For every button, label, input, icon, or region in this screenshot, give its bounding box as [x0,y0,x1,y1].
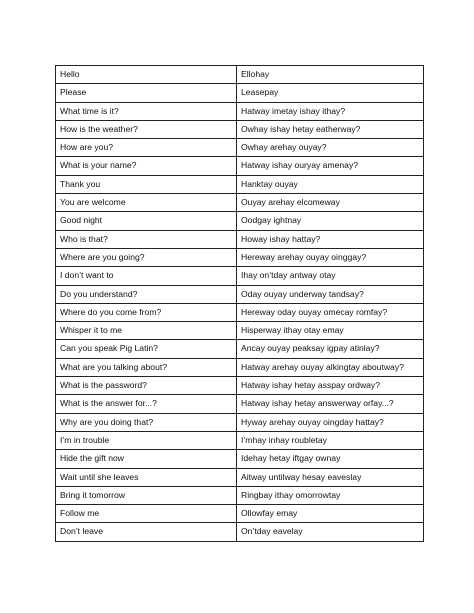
pig-latin-phrase-cell: On’tday eavelay [237,523,424,541]
pig-latin-phrase-cell: Oday ouyay underway tandsay? [237,285,424,303]
pig-latin-phrase-cell: Hereway oday ouyay omecay romfay? [237,303,424,321]
table-row [56,468,424,486]
english-phrase-cell: Bring it tomorrow [56,486,237,504]
english-phrase-cell: What are you talking about? [56,358,237,376]
table-row [56,486,424,504]
english-phrase-cell: Don’t leave [56,523,237,541]
english-phrase-cell: Follow me [56,505,237,523]
english-phrase-cell: What time is it? [56,102,237,120]
english-phrase-cell: Hello [56,66,237,84]
pig-latin-phrase-cell: I’mhay inhay roubletay [237,431,424,449]
pig-latin-phrase-cell: Hatway imetay ishay ithay? [237,102,424,120]
pig-latin-phrase-cell: Hereway arehay ouyay oinggay? [237,248,424,266]
table-row [56,431,424,449]
english-phrase-cell: You are welcome [56,194,237,212]
table-row [56,413,424,431]
english-phrase-cell: I’m in trouble [56,431,237,449]
phrase-table [55,65,424,542]
table-row [56,102,424,120]
table-row [56,139,424,157]
table-row [56,248,424,266]
phrase-table-body [56,66,424,542]
table-row [56,120,424,138]
table-row [56,157,424,175]
table-row [56,267,424,285]
english-phrase-cell: Why are you doing that? [56,413,237,431]
pig-latin-phrase-cell: Hatway ishay ouryay amenay? [237,157,424,175]
pig-latin-phrase-cell: Hyway arehay ouyay oingday hattay? [237,413,424,431]
table-row [56,340,424,358]
pig-latin-phrase-cell: Hanktay ouyay [237,175,424,193]
english-phrase-cell: What is the password? [56,377,237,395]
pig-latin-phrase-cell: Hisperway ithay otay emay [237,322,424,340]
table-row [56,66,424,84]
pig-latin-phrase-cell: Owhay arehay ouyay? [237,139,424,157]
table-row [56,358,424,376]
english-phrase-cell: How is the weather? [56,120,237,138]
pig-latin-phrase-cell: Hatway ishay hetay answerway orfay...? [237,395,424,413]
table-row [56,322,424,340]
pig-latin-phrase-cell: Howay ishay hattay? [237,230,424,248]
table-row [56,285,424,303]
pig-latin-phrase-cell: Owhay ishay hetay eatherway? [237,120,424,138]
english-phrase-cell: Thank you [56,175,237,193]
english-phrase-cell: What is your name? [56,157,237,175]
pig-latin-phrase-cell: Ringbay ithay omorrowtay [237,486,424,504]
english-phrase-cell: Where do you come from? [56,303,237,321]
pig-latin-phrase-cell: Ellohay [237,66,424,84]
table-row [56,230,424,248]
pig-latin-phrase-cell: Hatway ishay hetay asspay ordway? [237,377,424,395]
table-row [56,212,424,230]
english-phrase-cell: What is the answer for...? [56,395,237,413]
pig-latin-phrase-cell: Ihay on’tday antway otay [237,267,424,285]
english-phrase-cell: Please [56,84,237,102]
table-row [56,377,424,395]
english-phrase-cell: Good night [56,212,237,230]
english-phrase-cell: Wait until she leaves [56,468,237,486]
english-phrase-cell: Do you understand? [56,285,237,303]
table-row [56,175,424,193]
english-phrase-cell: I don’t want to [56,267,237,285]
pig-latin-phrase-cell: Ouyay arehay elcomeway [237,194,424,212]
english-phrase-cell: Whisper it to me [56,322,237,340]
pig-latin-phrase-cell: Hatway arehay ouyay alkingtay aboutway? [237,358,424,376]
english-phrase-cell: Where are you going? [56,248,237,266]
pig-latin-phrase-cell: Idehay hetay iftgay ownay [237,450,424,468]
pig-latin-phrase-cell: Aitway untilway hesay eaveslay [237,468,424,486]
english-phrase-cell: How are you? [56,139,237,157]
english-phrase-cell: Can you speak Pig Latin? [56,340,237,358]
english-phrase-cell: Who is that? [56,230,237,248]
english-phrase-cell: Hide the gift now [56,450,237,468]
table-row [56,303,424,321]
table-row [56,523,424,541]
table-row [56,450,424,468]
pig-latin-phrase-cell: Leasepay [237,84,424,102]
pig-latin-phrase-cell: Ollowfay emay [237,505,424,523]
table-row [56,395,424,413]
pig-latin-phrase-cell: Oodgay ightnay [237,212,424,230]
table-row [56,505,424,523]
table-row [56,84,424,102]
table-row [56,194,424,212]
pig-latin-phrase-cell: Ancay ouyay peaksay igpay atinlay? [237,340,424,358]
